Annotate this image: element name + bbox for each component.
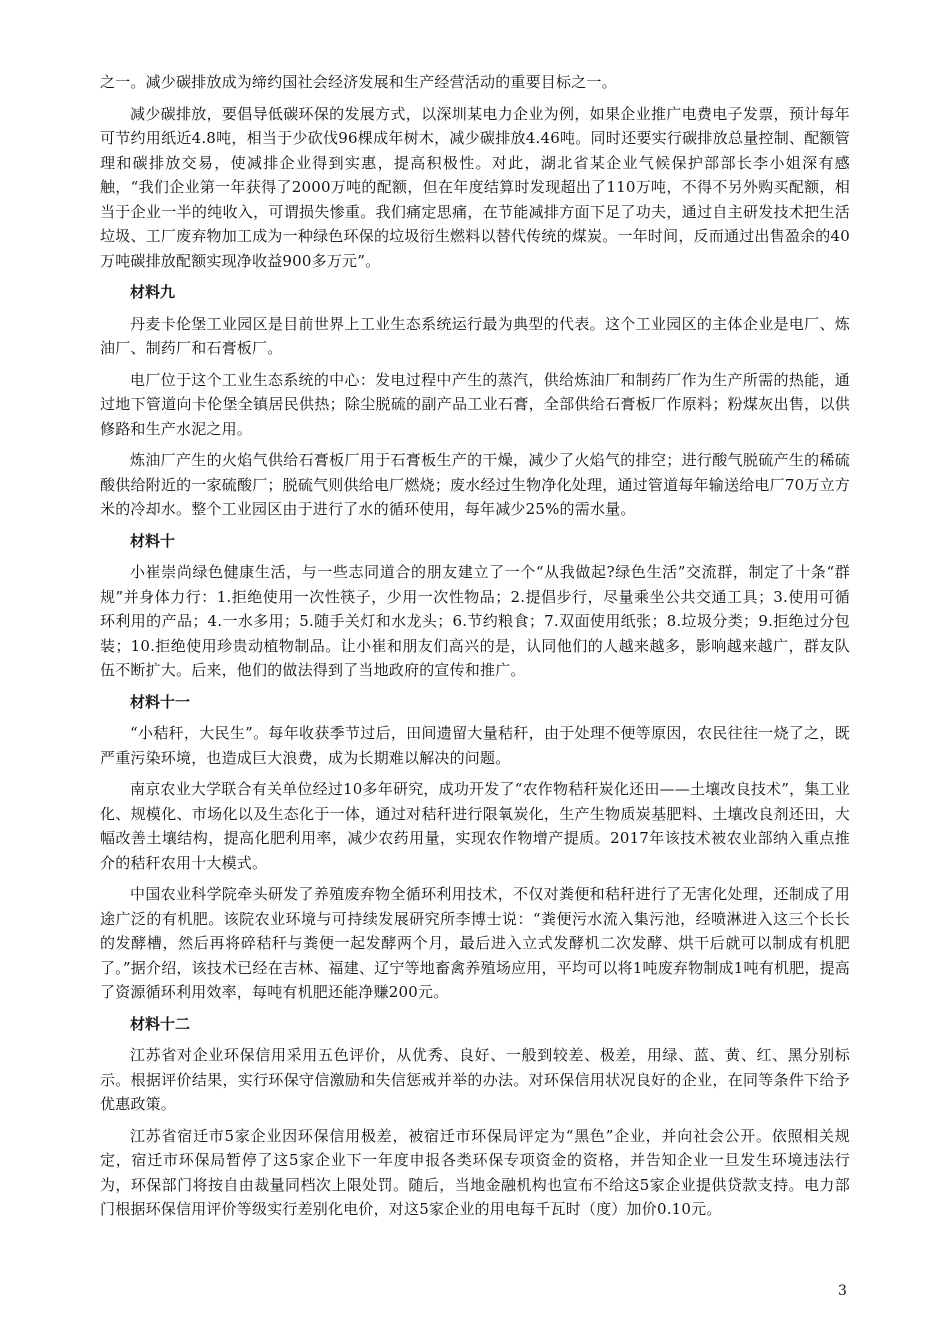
section-heading: 材料十一 [130,692,191,711]
section-heading: 材料九 [130,283,176,301]
paragraph: 小崔崇尚绿色健康生活，与一些志同道合的朋友建立了一个“从我做起?绿色生活”交流群，制定了十条“群规”并身体力行：1.拒绝使用一次性筷子，少用一次性物品；2.提倡步行，尽量乘坐公共交通工具；3.使用可循环利用的产品；4.一水多用；5.随手关灯和水龙头；6.节约粮食；7.双面使用纸张；8.垃圾分类；9.拒绝过分包装；10.拒绝使用珍贵动植物制品。让小崔和朋友们高兴的是，认同他们的人越来越多，影响越来越广，群友队伍不断扩大。后来，他们的做法得到了当地政府的宣传和推广。 [100,563,850,679]
paragraph: 丹麦卡伦堡工业园区是目前世界上工业生态系统运行最为典型的代表。这个工业园区的主体企业是电厂、炼油厂、制药厂和石膏板厂。 [100,314,850,357]
paragraph: 炼油厂产生的火焰气供给石膏板厂用于石膏板生产的干燥，减少了火焰气的排空；进行酸气脱硫产生的稀硫酸供给附近的一家硫酸厂；脱硫气则供给电厂燃烧；废水经过生物净化处理，通过管道每年输送给电厂70万立方米的冷却水。整个工业园区由于进行了水的循环使用，每年减少25%的需水量。 [100,451,850,518]
paragraph: 南京农业大学联合有关单位经过10多年研究，成功开发了“农作物秸秆炭化还田——土壤改良技术”，集工业化、规模化、市场化以及生态化于一体，通过对秸秆进行限氧炭化，生产生物质炭基肥料、土壤改良剂还田，大幅改善土壤结构，提高化肥利用率，减少农药用量，实现农作物增产提质。2017年该技术被农业部纳入重点推介的秸秆农用十大模式。 [100,780,850,872]
paragraph: 江苏省对企业环保信用采用五色评价，从优秀、良好、一般到较差、极差，用绿、蓝、黄、红、黑分别标示。根据评价结果，实行环保守信激励和失信惩戒并举的办法。对环保信用状况良好的企业，在同等条件下给予优惠政策。 [100,1046,850,1113]
paragraph: 减少碳排放，要倡导低碳环保的发展方式，以深圳某电力企业为例，如果企业推广电费电子发票，预计每年可节约用纸近4.8吨，相当于少砍伐96棵成年树木，减少碳排放4.46吨。同时还要实行碳排放总量控制、配额管理和碳排放交易，使减排企业得到实惠，提高积极性。对此，湖北省某企业气候保护部部长李小姐深有感触，“我们企业第一年获得了2000万吨的配额，但在年度结算时发现超出了110万吨，不得不另外购买配额，相当于企业一半的纯收入，可谓损失惨重。我们痛定思痛，在节能减排方面下足了功夫，通过自主研发技术把生活垃圾、工厂废弃物加工成为一种绿色环保的垃圾衍生燃料以替代传统的煤炭。一年时间，反而通过出售盈余的40万吨碳排放配额实现净收益900多万元”。 [100,104,850,270]
document-page [100,70,850,1229]
paragraph: 之一。减少碳排放成为缔约国社会经济发展和生产经营活动的重要目标之一。 [100,73,617,91]
paragraph: 中国农业科学院牵头研发了养殖废弃物全循环利用技术，不仅对粪便和秸秆进行了无害化处理，还制成了用途广泛的有机肥。该院农业环境与可持续发展研究所李博士说：“粪便污水流入集污池，经喷淋进入这三个长长的发酵槽，然后再将碎秸秆与粪便一起发酵两个月，最后进入立式发酵机二次发酵、烘干后就可以制成有机肥了。”据介绍，该技术已经在吉林、福建、辽宁等地畜禽养殖场应用，平均可以将1吨废弃物制成1吨有机肥，提高了资源循环利用效率，每吨有机肥还能净赚200元。 [100,885,850,1001]
paragraph: “小秸秆，大民生”。每年收获季节过后，田间遗留大量秸秆，由于处理不便等原因，农民往往一烧了之，既严重污染环境，也造成巨大浪费，成为长期难以解决的问题。 [100,724,850,767]
page-number: 3 [838,1283,847,1299]
paragraph: 电厂位于这个工业生态系统的中心：发电过程中产生的蒸汽，供给炼油厂和制药厂作为生产所需的热能，通过地下管道向卡伦堡全镇居民供热；除尘脱硫的副产品工业石膏，全部供给石膏板厂作原料；粉煤灰出售，以供修路和生产水泥之用。 [100,370,850,438]
section-heading: 材料十 [130,531,176,550]
paragraph: 江苏省宿迁市5家企业因环保信用极差，被宿迁市环保局评定为“黑色”企业，并向社会公开。依照相关规定，宿迁市环保局暂停了这5家企业下一年度申报各类环保专项资金的资格，并告知企业一旦发生环境违法行为，环保部门将按自由裁量同档次上限处罚。随后，当地金融机构也宣布不给这5家企业提供贷款支持。电力部门根据环保信用评价等级实行差别化电价，对这5家企业的用电每千瓦时（度）加价0.10元。 [100,1126,850,1218]
section-heading: 材料十二 [130,1014,191,1033]
